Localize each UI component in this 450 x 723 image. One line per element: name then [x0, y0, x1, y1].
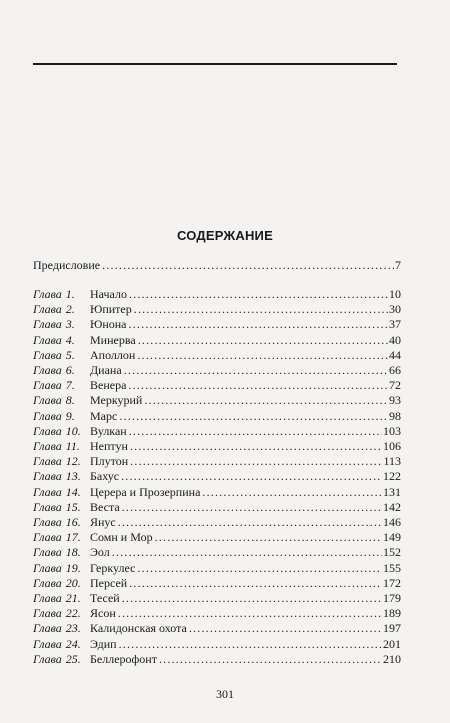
chapter-numeral: 14. [65, 484, 81, 499]
chapter-page: 201 [383, 636, 401, 651]
chapter-title: Эдип [90, 636, 117, 651]
chapter-page: 106 [383, 439, 401, 453]
toc-entry-chapter [33, 515, 401, 529]
chapter-title: Плутон [90, 454, 129, 469]
chapter-prefix: Глава [33, 560, 62, 575]
dot-leader [118, 606, 382, 620]
chapter-number [33, 363, 90, 377]
chapter-title: Начало [90, 287, 127, 301]
chapter-prefix: Глава [33, 499, 62, 514]
toc-entry-chapter [33, 317, 401, 331]
toc-entry-chapter [33, 576, 401, 590]
toc-entry-chapter [33, 287, 401, 301]
chapter-number [33, 591, 90, 605]
toc-entry-chapter [33, 424, 401, 438]
chapter-title: Эол [90, 545, 110, 560]
chapter-prefix: Глава [33, 332, 62, 347]
toc-entry-chapter [33, 439, 401, 453]
toc-entry-chapter [33, 637, 401, 651]
chapter-prefix: Глава [33, 302, 62, 317]
dot-leader [189, 621, 382, 635]
dot-leader [118, 515, 382, 529]
chapter-number [33, 606, 90, 620]
chapter-prefix: Глава [33, 439, 62, 453]
chapter-numeral: 18. [65, 545, 81, 560]
chapter-title: Геркулес [90, 560, 136, 575]
chapter-title: Вулкан [90, 423, 127, 438]
chapter-number [33, 576, 90, 590]
chapter-page: 122 [383, 469, 401, 484]
chapter-number [33, 500, 90, 514]
chapter-page: 149 [383, 530, 401, 545]
chapter-numeral: 8. [65, 393, 75, 408]
chapter-prefix: Глава [33, 530, 62, 545]
dot-leader [155, 530, 382, 544]
toc-entry-preface [33, 258, 401, 272]
toc-entry-chapter [33, 469, 401, 483]
chapter-prefix: Глава [33, 545, 62, 560]
chapter-title: Юнона [90, 317, 127, 332]
dot-leader [159, 652, 382, 666]
dot-leader [134, 302, 388, 316]
chapter-page: 44 [389, 347, 401, 362]
chapter-number [33, 469, 90, 483]
page-number: 301 [216, 687, 234, 701]
chapter-numeral: 10. [65, 423, 81, 438]
toc-entry-chapter [33, 348, 401, 362]
chapter-number [33, 637, 90, 651]
dot-leader [137, 348, 388, 362]
dot-leader [122, 500, 382, 514]
dot-leader [112, 545, 382, 559]
chapter-title: Меркурий [90, 393, 143, 408]
chapter-page: 179 [383, 591, 401, 605]
toc-entry-chapter [33, 530, 401, 544]
dot-leader [121, 469, 382, 483]
chapter-prefix: Глава [33, 621, 62, 636]
dot-leader [129, 576, 382, 590]
chapter-page: 113 [383, 454, 401, 469]
chapter-title: Янус [90, 515, 116, 529]
chapter-prefix: Глава [33, 636, 62, 651]
chapter-numeral: 3. [65, 317, 75, 332]
chapter-number [33, 333, 90, 347]
chapter-prefix: Глава [33, 484, 62, 499]
toc-entry-chapter [33, 500, 401, 514]
chapter-prefix: Глава [33, 515, 62, 529]
chapter-numeral: 16. [65, 515, 81, 529]
dot-leader [129, 424, 382, 438]
chapter-page: 189 [383, 606, 401, 621]
toc-entry-chapter [33, 302, 401, 316]
chapter-numeral: 22. [65, 606, 81, 621]
chapter-page: 146 [383, 515, 401, 529]
chapter-page: 152 [383, 545, 401, 560]
chapter-prefix: Глава [33, 423, 62, 438]
chapter-title: Веста [90, 499, 120, 514]
chapter-numeral: 11. [65, 439, 80, 453]
dot-leader [119, 409, 388, 423]
chapter-page: 98 [389, 408, 401, 423]
chapter-prefix: Глава [33, 606, 62, 621]
chapter-numeral: 23. [65, 621, 81, 636]
dot-leader [124, 363, 388, 377]
toc-entry-chapter [33, 454, 401, 468]
chapter-number [33, 317, 90, 331]
top-rule [33, 63, 397, 65]
toc-entry-chapter [33, 652, 401, 666]
chapter-number [33, 515, 90, 529]
chapter-number [33, 424, 90, 438]
chapter-numeral: 21. [65, 591, 81, 605]
chapter-page: 66 [389, 363, 401, 377]
chapter-prefix: Глава [33, 408, 62, 423]
chapter-title: Минерва [90, 332, 136, 347]
dot-leader [122, 591, 382, 605]
chapter-page: 155 [383, 560, 401, 575]
toc-entry-chapter [33, 393, 401, 407]
chapter-page: 72 [389, 378, 401, 393]
chapter-title: Беллерофонт [90, 651, 157, 666]
chapter-numeral: 15. [65, 499, 81, 514]
chapter-title: Нептун [90, 439, 128, 453]
chapter-numeral: 17. [65, 530, 81, 545]
chapter-page: 37 [389, 317, 401, 332]
chapter-title: Сомн и Мор [90, 530, 153, 545]
chapter-prefix: Глава [33, 393, 62, 408]
chapter-title: Калидонская охота [90, 621, 187, 636]
chapter-number [33, 545, 90, 559]
page-title: СОДЕРЖАНИЕ [177, 228, 273, 243]
chapter-page: 40 [389, 332, 401, 347]
chapter-prefix: Глава [33, 317, 62, 332]
chapter-numeral: 1. [65, 287, 75, 301]
chapter-prefix: Глава [33, 347, 62, 362]
dot-leader [130, 439, 382, 453]
dot-leader [129, 317, 388, 331]
chapter-number [33, 485, 90, 499]
chapter-numeral: 2. [65, 302, 75, 317]
toc-entry-chapter [33, 561, 401, 575]
toc-entry-chapter [33, 378, 401, 392]
chapter-prefix: Глава [33, 363, 62, 377]
chapter-number [33, 621, 90, 635]
chapter-number [33, 393, 90, 407]
chapter-numeral: 25. [65, 651, 81, 666]
chapter-title: Аполлон [90, 347, 136, 362]
chapter-page: 142 [383, 499, 401, 514]
chapter-prefix: Глава [33, 287, 62, 301]
dot-leader [137, 561, 382, 575]
chapter-prefix: Глава [33, 651, 62, 666]
dot-leader [202, 485, 382, 499]
chapter-numeral: 6. [65, 363, 75, 377]
chapter-title: Церера и Прозерпина [90, 484, 201, 499]
chapter-number [33, 561, 90, 575]
toc-entry-chapter [33, 545, 401, 559]
chapter-number [33, 378, 90, 392]
toc-entry-chapter [33, 409, 401, 423]
chapter-number [33, 439, 90, 453]
chapter-page: 172 [383, 575, 401, 590]
chapter-numeral: 4. [65, 332, 75, 347]
chapter-prefix: Глава [33, 454, 62, 469]
toc-entry-chapter [33, 363, 401, 377]
toc-entry-page: 7 [395, 258, 401, 272]
dot-leader [128, 378, 388, 392]
chapter-number [33, 348, 90, 362]
chapter-page: 10 [389, 287, 401, 301]
chapter-title: Юпитер [90, 302, 132, 317]
chapter-title: Ясон [90, 606, 116, 621]
dot-leader [144, 393, 388, 407]
chapter-title: Персей [90, 575, 128, 590]
chapter-title: Венера [90, 378, 127, 393]
dot-leader [102, 258, 394, 272]
chapter-numeral: 20. [65, 575, 81, 590]
chapter-numeral: 12. [65, 454, 81, 469]
chapter-number [33, 454, 90, 468]
toc-entry-chapter [33, 591, 401, 605]
chapter-page: 131 [383, 484, 401, 499]
toc-entry-chapter [33, 621, 401, 635]
dot-leader [138, 333, 388, 347]
chapter-page: 210 [383, 651, 401, 666]
chapter-number [33, 530, 90, 544]
chapter-numeral: 13. [65, 469, 81, 484]
chapter-numeral: 9. [65, 408, 75, 423]
chapter-page: 30 [389, 302, 401, 317]
dot-leader [130, 454, 382, 468]
chapter-number [33, 287, 90, 301]
chapter-numeral: 5. [65, 347, 75, 362]
dot-leader [119, 637, 382, 651]
chapter-page: 103 [383, 423, 401, 438]
chapter-title: Марс [90, 408, 118, 423]
chapter-page: 197 [383, 621, 401, 636]
chapter-numeral: 19. [65, 560, 81, 575]
chapter-number [33, 652, 90, 666]
toc-entry-chapter [33, 606, 401, 620]
chapter-numeral: 7. [65, 378, 75, 393]
chapter-number [33, 409, 90, 423]
chapter-prefix: Глава [33, 591, 62, 605]
chapter-title: Бахус [90, 469, 120, 484]
chapter-number [33, 302, 90, 316]
chapter-title: Диана [90, 363, 122, 377]
toc-entry-chapter [33, 333, 401, 347]
toc-entry-label: Предисловие [33, 258, 101, 272]
chapter-prefix: Глава [33, 575, 62, 590]
chapter-prefix: Глава [33, 378, 62, 393]
dot-leader [129, 287, 388, 301]
chapter-prefix: Глава [33, 469, 62, 484]
chapter-numeral: 24. [65, 636, 81, 651]
toc-entry-chapter [33, 485, 401, 499]
chapter-page: 93 [389, 393, 401, 408]
chapter-title: Тесей [90, 591, 120, 605]
